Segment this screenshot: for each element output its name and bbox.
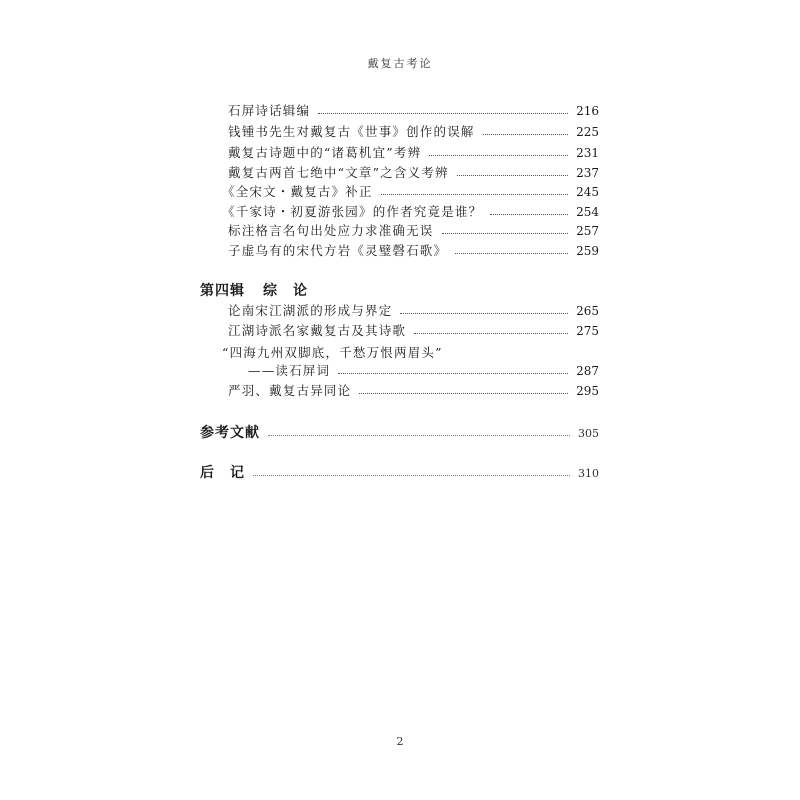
toc-entry-title: 戴复古诗题中的“诸葛机宜”考辨 <box>228 145 422 160</box>
toc-entry-page: 237 <box>576 166 599 180</box>
toc-entry[interactable] <box>228 124 599 140</box>
dot-leader <box>381 194 568 195</box>
section-number: 第四辑 <box>200 283 245 299</box>
toc-entry-page: 295 <box>576 384 599 398</box>
toc-entry[interactable] <box>228 243 599 259</box>
toc-entry-title: 标注格言名句出处应力求准确无误 <box>228 223 434 238</box>
toc-entry-page: 216 <box>576 104 599 118</box>
dot-leader <box>455 253 568 254</box>
toc-entry-title: 戴复古两首七绝中“文章”之含义考辨 <box>228 165 449 180</box>
toc-entry-title: 《千家诗・初夏游张园》的作者究竟是谁？ <box>222 204 483 219</box>
toc-entry-subtitle: ——读石屏词 <box>248 363 331 378</box>
toc-entry[interactable] <box>228 145 599 161</box>
toc-entry-page: 287 <box>576 364 599 378</box>
dot-leader <box>338 373 568 374</box>
dot-leader <box>429 155 568 156</box>
dot-leader <box>490 214 568 215</box>
toc-entry-page: 225 <box>576 125 599 139</box>
toc-entry-page: 245 <box>576 185 599 199</box>
page-number: 2 <box>396 735 404 748</box>
toc-entry-title: 后 记 <box>200 465 245 481</box>
toc-entry-title: 石屏诗话辑编 <box>228 103 311 118</box>
section-title: 综 论 <box>263 283 308 299</box>
toc-entry-title: 《全宋文・戴复古》补正 <box>222 184 373 199</box>
dot-leader <box>253 475 570 476</box>
dot-leader <box>442 233 569 234</box>
dot-leader <box>400 313 568 314</box>
toc-entry-page: 259 <box>576 244 599 258</box>
toc-entry[interactable] <box>228 303 599 319</box>
toc-entry-afterword[interactable] <box>200 465 599 482</box>
toc-entry-page: 254 <box>576 205 599 219</box>
toc-entry-page: 310 <box>578 467 599 480</box>
toc-entry-title: 钱锺书先生对戴复古《世事》创作的误解 <box>228 124 475 139</box>
toc-entry-title: 江湖诗派名家戴复古及其诗歌 <box>228 323 407 338</box>
toc-entry-page: 305 <box>578 427 599 440</box>
toc-entry-title: 严羽、戴复古异同论 <box>228 383 352 398</box>
toc-entry[interactable] <box>222 204 599 220</box>
dot-leader <box>268 435 570 436</box>
toc-entry-page: 231 <box>576 146 599 160</box>
toc-entry[interactable] <box>228 323 599 339</box>
running-head: 戴复古考论 <box>367 57 433 70</box>
dot-leader <box>483 134 568 135</box>
toc-entry-references[interactable] <box>200 425 599 442</box>
toc-entry-page: 275 <box>576 324 599 338</box>
toc-entry[interactable] <box>228 383 599 399</box>
dot-leader <box>414 333 568 334</box>
toc-entry[interactable] <box>228 223 599 239</box>
toc-entry[interactable] <box>222 184 599 200</box>
toc-entry-title: 论南宋江湖派的形成与界定 <box>228 303 393 318</box>
toc-entry[interactable] <box>248 363 599 379</box>
dot-leader <box>457 175 568 176</box>
toc-entry[interactable] <box>228 165 599 181</box>
dot-leader <box>318 113 568 114</box>
toc-entry-title: 参考文献 <box>200 425 260 441</box>
dot-leader <box>359 393 568 394</box>
section-heading <box>200 280 308 300</box>
toc-entry-page: 257 <box>576 224 599 238</box>
toc-entry-page: 265 <box>576 304 599 318</box>
toc-entry-title-quote[interactable]: “四海九州双脚底，千愁万恨两眉头” <box>222 345 443 360</box>
toc-entry[interactable] <box>228 103 599 119</box>
toc-entry-title: 子虚乌有的宋代方岩《灵璧磬石歌》 <box>228 243 448 258</box>
